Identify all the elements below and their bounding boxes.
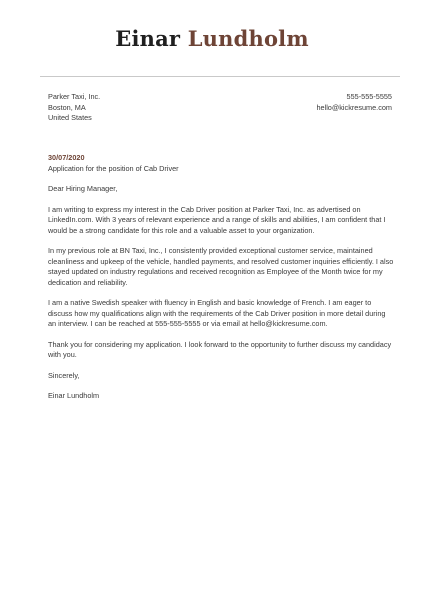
header-divider (40, 76, 400, 77)
first-name: Einar (115, 26, 181, 51)
paragraph-intro: I am writing to express my interest in the Cab Driver position at Parker Taxi, Inc. as advertised on LinkedIn.com. With 3 years of relevant experience and a range of skills and abilities, I am confident that I would be a strong candidate for this role and a valuable asset to your organization. (48, 204, 386, 235)
paragraph-languages: I am a native Swedish speaker with fluency in English and basic knowledge of French. I am eager to discuss how my qualifications align with the requirements of the Cab Driver position in more detail during an interview. I can be reached at 555-555-5555 or via email at hello@kickresume.com. (48, 298, 386, 328)
applicant-name-heading (0, 26, 424, 52)
sender-contact (316, 92, 392, 113)
letter-body (48, 153, 394, 402)
recipient-city: Boston, MA (48, 102, 86, 112)
sender-email: hello@kickresume.com (316, 102, 392, 112)
salutation: Dear Hiring Manager, (48, 184, 118, 193)
paragraph-experience: In my previous role at BN Taxi, Inc., I consistently provided exceptional customer service, maintained cleanliness and upkeep of the vehicle, handled payments, and resolved customer inquiries efficiently. I also stayed updated on industry regulations and received recognition as Employee of the Month twice for my dedication and reliability. (48, 246, 394, 287)
signature-name: Einar Lundholm (48, 391, 100, 400)
letter-date: 30/07/2020 (48, 153, 85, 162)
letter-subject: Application for the position of Cab Driver (48, 163, 179, 173)
recipient-country: United States (48, 113, 92, 122)
recipient-address (48, 92, 100, 124)
last-name: Lundholm (187, 26, 309, 51)
recipient-company: Parker Taxi, Inc. (48, 92, 101, 101)
closing: Sincerely, (48, 370, 80, 380)
paragraph-thanks: Thank you for considering my application. I look forward to the opportunity to further discuss my candidacy with you. (48, 339, 392, 359)
sender-phone: 555-555-5555 (346, 92, 392, 101)
